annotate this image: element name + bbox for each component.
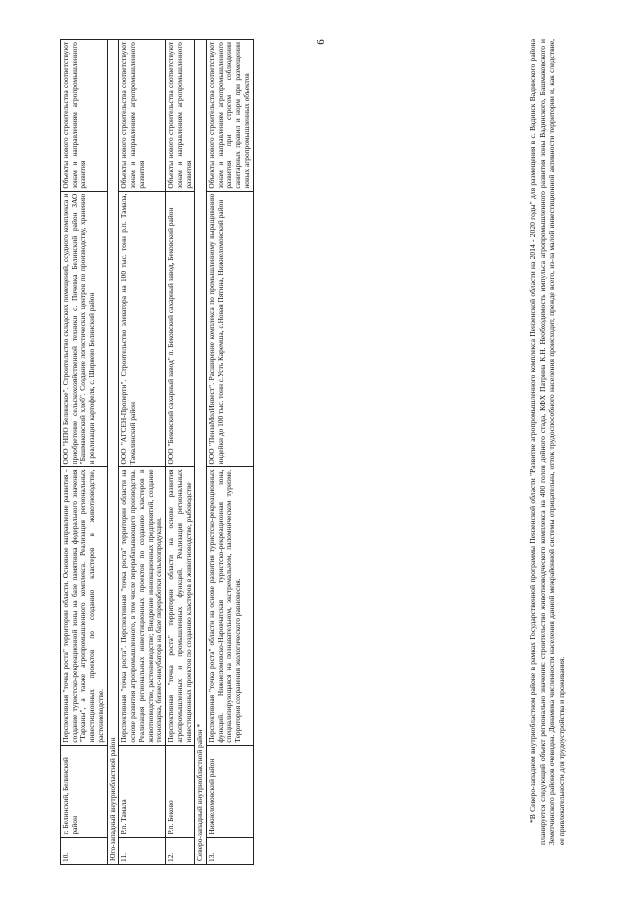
table-row xyxy=(207,40,254,865)
row-objects: Объекты нового строительства соответствуют зонам и направлениям агропромышленного развития xyxy=(119,40,166,192)
row-location: г. Белинский, Белинский район xyxy=(61,745,108,837)
section-title: Северо-западный внутриобластной район * xyxy=(195,40,207,865)
row-number: 10. xyxy=(61,837,108,864)
row-projects: ООО "АГСЕН-Проперти". Строительство элеватора на 100 тыс. тонн р.п. Тамала, Тамалинский район xyxy=(119,191,166,467)
row-prospect: Перспективная "точка роста" области на основе развития туристско-рекреационных функций. Нижнеломовско-Наровчатская туристско-рекреационная зона, специализирующаяся на познавательном, экстремальном, паломническом туризме. Территория сохранения экологического равновесия. xyxy=(207,467,254,745)
row-location: Р.п. Беково xyxy=(166,745,195,837)
section-row xyxy=(195,40,207,865)
section-title: Юго-западный внутриобластной район xyxy=(107,40,119,865)
row-objects: Объекты нового строительства соответствуют зонам и направлениям агропромышленного развития xyxy=(166,40,195,192)
row-projects: ООО "НПО Белинское". Строительство складских помещений, ссудного комплекса и приобретение сельскохозяйственной техники с. Пичевка Белинский район ЗАО "Башмаковский хлеб". Создание логистических центров по производству, хранению и реализации картофеля, с. Ширяево Белинский район xyxy=(61,191,108,467)
footnote: *В Северо-западном внутриобластном районе в рамках Государственной программы Пензенской области "Развитие агропромышленного комплекса Пензенской области на 2014 - 2020 годы" для размещения в с. Вадинск Вадинского района планируется следующий объект регионально значения: строительство животноводческого комплекса на 400 голов дойного стада, КФХ Патрина К.Н. Необходимость импульса агропромышленного развития зоны Вадинского, Башмаковского и Земетчинского районов очевидна. Динамика численности населения данной межрайонной системы отрицательна, отток трудоспособного населения происходит, прежде всего, из-за малой инвестиционной активности территории и, как следствие, ее привлекательности для трудоустройства и проживания. xyxy=(528,39,567,845)
row-prospect: Перспективная "точка роста" территории области на основе развития агропромышленных и промышленных функций. Реализация региональных инвестиционных проектов по созданию кластеров в животноводстве, рыбоводстве xyxy=(166,467,195,745)
row-prospect: Перспективная "точка роста". Перспективная "точка роста" территории области на основе развития агропромышленного, в том числе перерабатывающего производства. Реализация региональных инвестиционных проектов по созданию кластеров в животноводстве, растениеводстве; Внедрение инновационных предприятий, создание технопарка, бизнес-инкубатора на базе переработки сельхозпродукции. xyxy=(119,467,166,745)
table-area xyxy=(60,39,520,865)
row-location: Нижнеломовский район xyxy=(207,745,254,837)
table-row xyxy=(166,40,195,865)
development-table xyxy=(60,39,254,865)
table-row xyxy=(61,40,108,865)
section-row xyxy=(107,40,119,865)
row-projects: ООО "Бековский сахарный завод" п. Бековский сахарный завод, Бековский район xyxy=(166,191,195,467)
row-projects: ООО "ПензаМолИнвест". Расширение комплекса по промышленному выращиванию индейки до 100 тыс. тонн с.Усть Каремша, с.Новая Пятина, Нижнеломовский район xyxy=(207,191,254,467)
page-number: 6 xyxy=(314,39,327,45)
table-row xyxy=(119,40,166,865)
row-prospect: Перспективная "точка роста" территории области. Основное направление развития - создание туристско-рекреационной зоны на базе памятника федерального значения "Тарханы", а также агропромышленного комплекса. Реализация региональных инвестиционных проектов по созданию кластеров в животноводстве, растениеводстве. xyxy=(61,467,108,745)
row-number: 11. xyxy=(119,837,166,864)
row-location: Р.п. Тамала xyxy=(119,745,166,837)
row-objects: Объекты нового строительства соответствуют зонам и направлениям агропромышленного развития при строгом соблюдении санитарных правил и норм при размещении новых агропромышленных объектов xyxy=(207,40,254,192)
row-number: 12. xyxy=(166,837,195,864)
row-objects: Объекты нового строительства соответствуют зонам и направлениям агропромышленного развития xyxy=(61,40,108,192)
row-number: 13. xyxy=(207,837,254,864)
